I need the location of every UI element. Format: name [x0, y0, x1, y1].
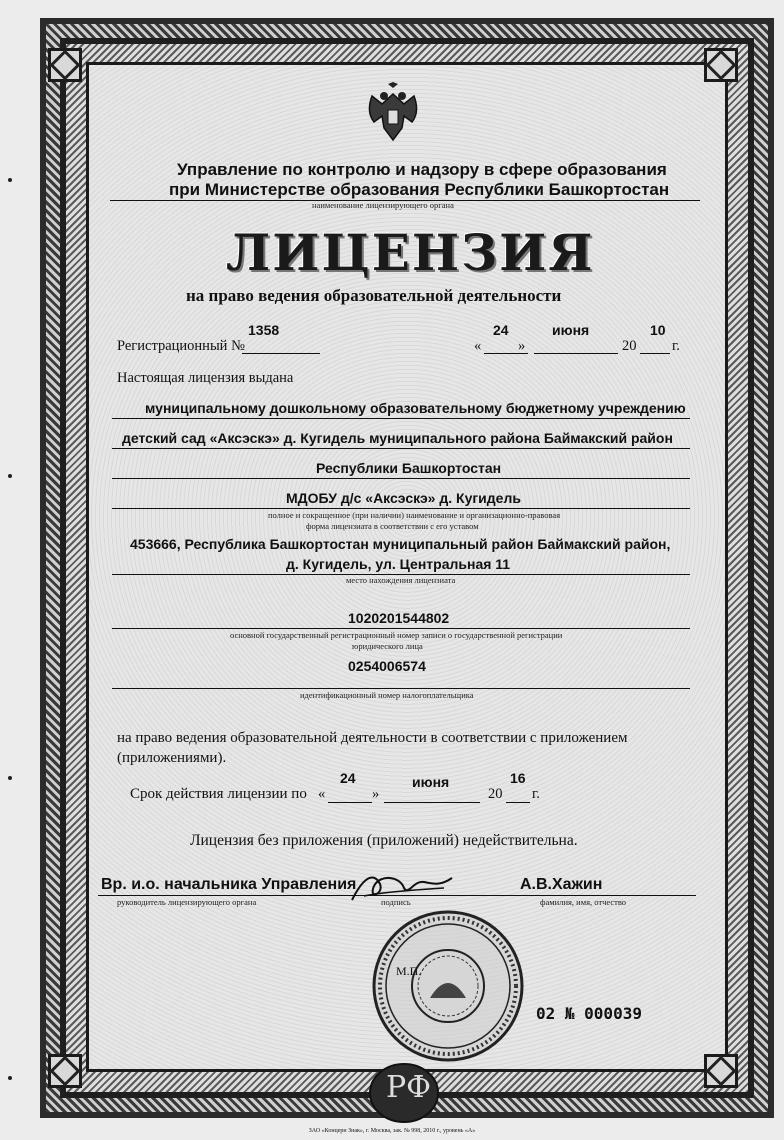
issued-to-label: Настоящая лицензия выдана	[117, 370, 294, 386]
year-suffix: г.	[532, 786, 540, 802]
rule	[112, 508, 690, 509]
corner-ornament-icon	[704, 48, 738, 82]
rule	[112, 478, 690, 479]
ogrn-caption-1: основной государственный регистрационный номер записи о государственной регистрации	[230, 630, 563, 640]
authority-caption: наименование лицензирующего органа	[312, 200, 454, 210]
margin-dot	[8, 776, 12, 780]
registration-month: июня	[552, 322, 590, 338]
right-line-2: (приложениями).	[117, 750, 227, 766]
serial-number: 02 № 000039	[536, 1004, 642, 1023]
signatory-name: А.В.Хажин	[520, 876, 603, 893]
margin-dot	[8, 474, 12, 478]
licensee-line-2: детский сад «Аксэскэ» д. Кугидель муниципального района Баймакский район	[122, 430, 673, 446]
authority-line-1: Управление по контролю и надзору в сфере образования	[177, 160, 667, 179]
rule	[640, 353, 670, 354]
inn-value: 0254006574	[348, 658, 426, 674]
validity-month: июня	[412, 774, 450, 790]
margin-dot	[8, 1076, 12, 1080]
authority-line-2: при Министерстве образования Республики Башкортостан	[169, 180, 670, 199]
rule	[112, 448, 690, 449]
validity-label: Срок действия лицензии по	[130, 786, 307, 802]
mp-mark: М.П.	[396, 964, 422, 978]
rule	[242, 353, 320, 354]
licensee-line-1: муниципальному дошкольному образовательному бюджетному учреждению	[145, 400, 686, 416]
registration-day: 24	[493, 322, 509, 338]
corner-ornament-icon	[48, 48, 82, 82]
coat-of-arms-icon	[362, 82, 424, 146]
registration-year: 10	[650, 322, 666, 338]
registration-number: 1358	[248, 322, 280, 338]
validity-note: Лицензия без приложения (приложений) недействительна.	[190, 832, 578, 849]
rule	[328, 802, 372, 803]
validity-day: 24	[340, 770, 356, 786]
year-suffix: г.	[672, 338, 680, 354]
rule	[534, 353, 618, 354]
official-seal-icon	[370, 908, 526, 1064]
document-subtitle: на право ведения образовательной деятельности	[186, 286, 562, 305]
signatory-position: Вр. и.о. начальника Управления	[101, 876, 357, 893]
position-caption: руководитель лицензирующего органа	[117, 897, 257, 907]
inn-caption: идентификационный номер налогоплательщика	[300, 690, 474, 700]
corner-ornament-icon	[704, 1054, 738, 1088]
corner-ornament-icon	[48, 1054, 82, 1088]
rule	[112, 688, 690, 689]
licensee-short-name: МДОБУ д/с «Аксэскэ» д. Кугидель	[286, 490, 521, 506]
quote-close: »	[372, 786, 380, 802]
licensee-caption-2: форма лицензиата в соответствии с его уставом	[306, 521, 479, 531]
name-caption: фамилия, имя, отчество	[540, 897, 627, 907]
year-prefix: 20	[622, 338, 637, 354]
year-prefix: 20	[488, 786, 503, 802]
rule	[506, 802, 530, 803]
address-caption: место нахождения лицензиата	[346, 575, 456, 585]
registration-label: Регистрационный №	[117, 338, 245, 354]
document-title: ЛИЦЕНЗИЯ	[226, 223, 595, 282]
licensee-caption-1: полное и сокращенное (при наличии) наименование и организационно-правовая	[268, 510, 561, 520]
address-line-1: 453666, Республика Башкортостан муниципальный район Баймакский район,	[130, 536, 671, 552]
margin-dot	[8, 178, 12, 182]
rule	[384, 802, 480, 803]
rule	[112, 628, 690, 629]
quote-close: »	[518, 338, 526, 354]
validity-year: 16	[510, 770, 526, 786]
ogrn-caption-2: юридического лица	[352, 641, 423, 651]
right-line-1: на право ведения образовательной деятельности в соответствии с приложением	[117, 730, 628, 746]
signature-caption: подпись	[381, 897, 411, 907]
quote-open: «	[474, 338, 482, 354]
address-line-2: д. Кугидель, ул. Центральная 11	[286, 556, 511, 572]
printer-footer: ЗАО «Концерн Знак», г. Москва, зак. № 998, 2010 г., уровень «А»	[308, 1128, 476, 1134]
ogrn-value: 1020201544802	[348, 610, 450, 626]
licensee-line-3: Республики Башкортостан	[316, 460, 502, 476]
rule	[112, 418, 690, 419]
rf-mark: РФ	[386, 1070, 432, 1105]
quote-open: «	[318, 786, 326, 802]
